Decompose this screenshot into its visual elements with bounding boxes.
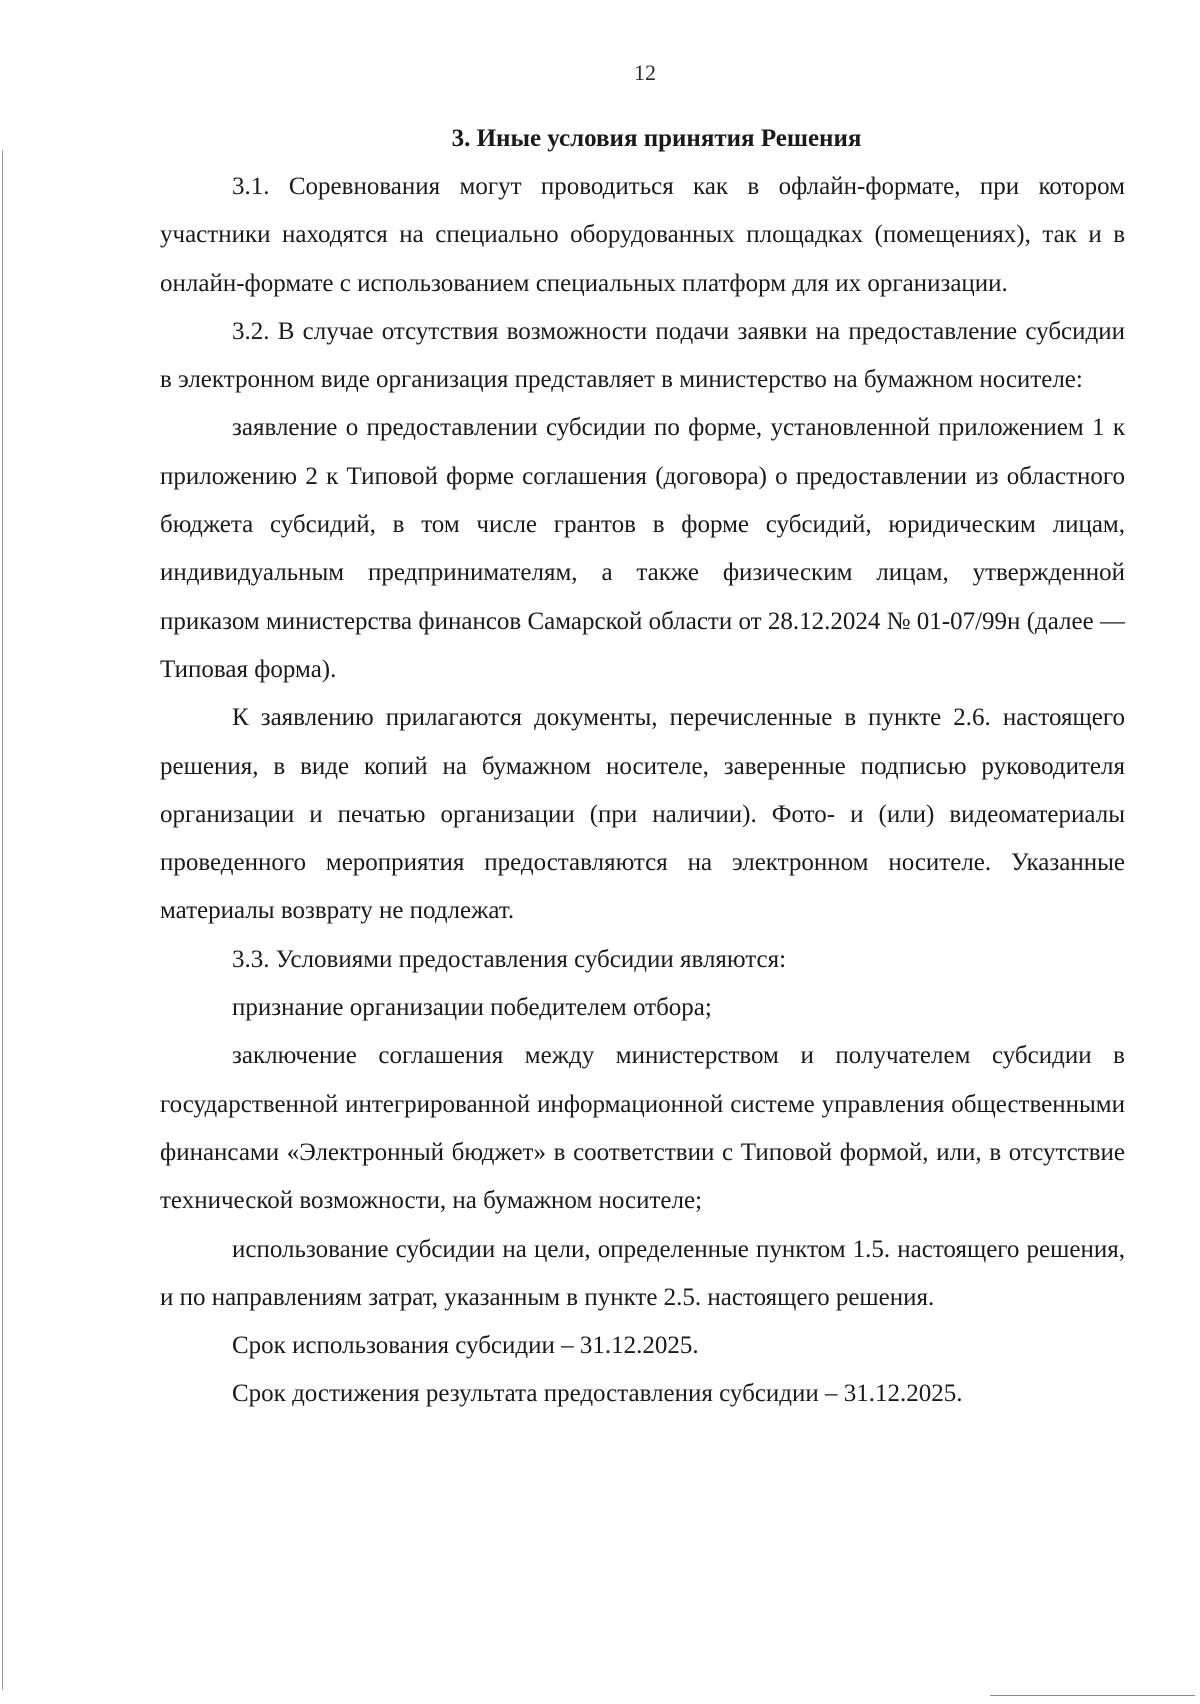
scan-edge-line bbox=[2, 150, 3, 1690]
paragraph-condition-agreement: заключение соглашения между министерством и получателем субсидии в государственной интегрированной информационной системе управления общественными финансами «Электронный бюджет» в соответствии с Типовой формой, или, в отсутствие технической возможности, на бумажном носителе; bbox=[160, 1042, 1125, 1215]
paragraph-condition-usage: использование субсидии на цели, определенные пунктом 1.5. настоящего решения, и по направлениям затрат, указанным в пункте 2.5. настоящего решения. bbox=[160, 1235, 1125, 1311]
paragraph-3-2: 3.2. В случае отсутствия возможности подачи заявки на предоставление субсидии в электронном виде организация представляет в министерство на бумажном носителе: bbox=[160, 317, 1125, 394]
paragraph-application-form: заявление о предоставлении субсидии по форме, установленной приложением 1 к приложению 2 к Типовой форме соглашения (договора) о предоставлении из областного бюджета субсидий, в том числе грантов в форме субсидий, юридическим лицам, индивидуальным предпринимателям, а также физическим лицам, утвержденной приказом министерства финансов Самарской области от 28.12.2024 № 01-07/99н (далее — Типовая форма). bbox=[160, 414, 1125, 683]
footer-line bbox=[990, 1695, 1195, 1696]
paragraph-result-deadline: Срок достижения результата предоставления субсидии – 31.12.2025. bbox=[232, 1380, 963, 1408]
paragraph-usage-deadline: Срок использования субсидии – 31.12.2025. bbox=[232, 1332, 699, 1360]
paragraph-3-1: 3.1. Соревнования могут проводиться как в офлайн-формате, при котором участники находятся на специально оборудованных площадках (помещениях), так и в онлайн-формате с использованием специальных платформ для их организации. bbox=[160, 173, 1125, 297]
document-body bbox=[160, 115, 1125, 1419]
paragraph-condition-winner: признание организации победителем отбора; bbox=[232, 994, 712, 1022]
paragraph-attached-documents: К заявлению прилагаются документы, перечисленные в пункте 2.6. настоящего решения, в виде копий на бумажном носителе, заверенные подписью руководителя организации и печатью организации (при наличии). Фото- и (или) видеоматериалы проведенного мероприятия предоставляются на электронном носителе. Указанные материалы возврату не подлежат. bbox=[160, 704, 1125, 925]
paragraph-3-3: 3.3. Условиями предоставления субсидии являются: bbox=[232, 945, 787, 973]
section-title: 3. Иные условия принятия Решения bbox=[451, 125, 862, 152]
page-number: 12 bbox=[634, 60, 656, 85]
